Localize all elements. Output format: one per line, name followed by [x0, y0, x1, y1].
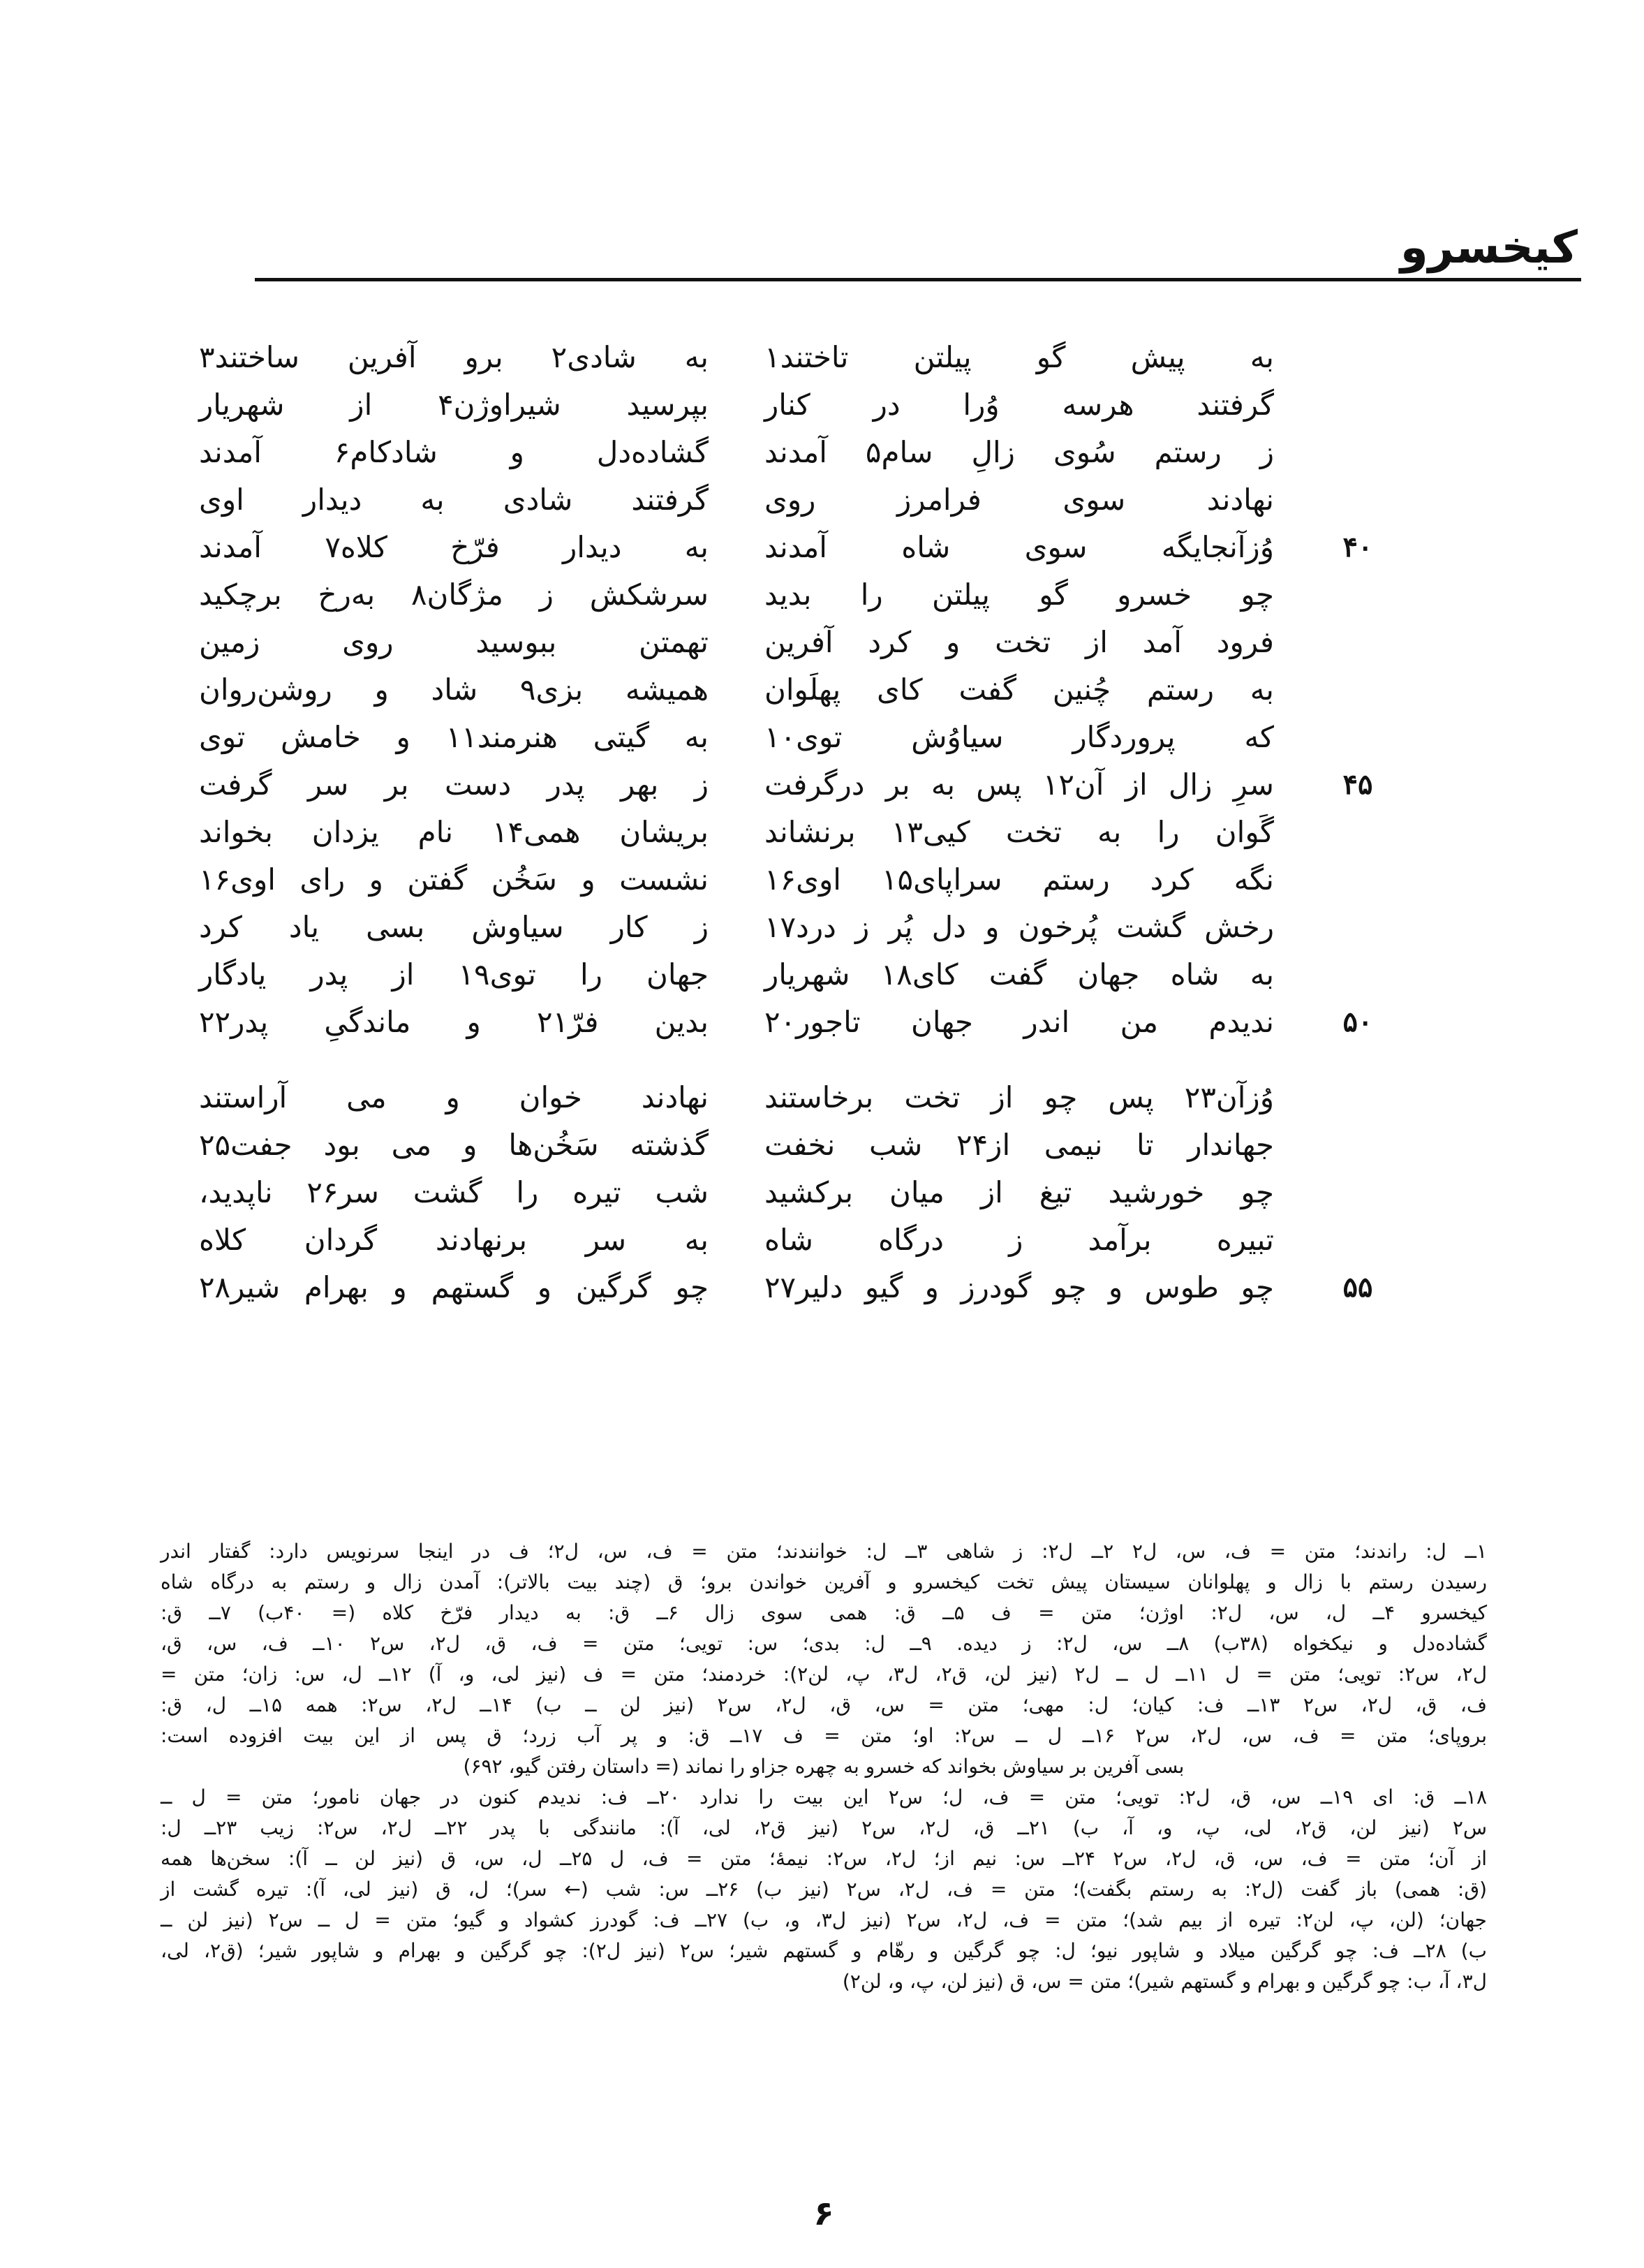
first-hemistich — [764, 1264, 1274, 1311]
hemistich-text: نهادند خوان و می آراستند — [199, 1080, 709, 1114]
hemistich-text: نهادند سوی فرامرز روی — [764, 483, 1274, 517]
first-hemistich — [764, 571, 1274, 619]
footnote-line: ب) ۲۸ــ ف: چو گرگین میلاد و شاپور نیو؛ ل: چو گرگین و رهّام و گستهم شیر؛ س۲ (نیز ل۲): چو گرگین و بهرام و شاپور شیر؛ (ق۲، لی، — [161, 1939, 1488, 1962]
second-hemistich — [199, 1074, 709, 1121]
second-hemistich — [199, 951, 709, 999]
hemistich-text: چو خورشید تیغ از میان برکشید — [764, 1175, 1274, 1209]
hemistich-text: به سر برنهادند گردان کلاه — [199, 1223, 709, 1257]
hemistich-text: به شادی۲ برو آفرین ساختند۳ — [199, 340, 709, 374]
hemistich-text: به شاه جهان گفت کای۱۸ شهریار — [764, 957, 1275, 992]
footnote-line: ل۲، س۲: تویی؛ متن = ل ۱۱ــ ل ــ ل۲ (نیز لن، ق۲، ل۳، پ، لن۲): خردمند؛ متن = ف (نیز لی، و، آ) ۱۲ــ ل، س: زان؛ متن = — [161, 1663, 1488, 1686]
first-hemistich — [764, 524, 1274, 571]
hemistich-text: فرود آمد از تخت و کرد آفرین — [764, 625, 1274, 659]
second-hemistich — [199, 476, 709, 524]
hemistich-text: همیشه بزی۹ شاد و روشن‌روان — [199, 672, 709, 707]
second-hemistich — [199, 1121, 709, 1169]
hemistich-text: جهاندار تا نیمی از۲۴ شب نخفت — [764, 1128, 1275, 1162]
verse-line — [0, 666, 1644, 714]
second-hemistich — [199, 1169, 709, 1216]
hemistich-text: چو خسرو گو پیلتن را بدید — [764, 577, 1274, 612]
verse-line — [0, 809, 1644, 856]
verse-line — [0, 524, 1644, 571]
verse-number: ۵۵ — [1342, 1271, 1373, 1304]
first-hemistich — [764, 761, 1274, 809]
verse-number: ۴۵ — [1342, 768, 1373, 801]
hemistich-text: رخش گشت پُرخون و دل پُر ز درد۱۷ — [764, 910, 1274, 944]
page-number: ۶ — [813, 2194, 834, 2233]
footnote-line: رسیدن رستم با زال و پهلوانان سیستان پیش تخت کیخسرو و آفرین خواندن برو؛ ق (چند بیت بالاتر): آمدن زال و رستم به درگاه شاه — [161, 1570, 1487, 1593]
hemistich-text: وُزآن۲۳ پس چو از تخت برخاستند — [764, 1080, 1274, 1114]
verse-line — [0, 761, 1644, 809]
first-hemistich — [764, 334, 1274, 381]
first-hemistich — [764, 1121, 1274, 1169]
hemistich-text: ز رستم سُوی زالِ سام۵ آمدند — [764, 435, 1274, 469]
footnote-line: ف، ق، ل۲، س۲ ۱۳ــ ف: کیان؛ ل: مهی؛ متن = س، ق، ل۲، س۲ (نیز لن ــ ب) ۱۴ــ ل۲، س۲: همه ۱۵ــ ل، ق: — [161, 1693, 1487, 1716]
first-hemistich — [764, 1216, 1274, 1264]
footnote-line: (ق: همی) باز گفت (ل۲: به رستم بگفت)؛ متن = ف، ل۲، س۲ (نیز ب) ۲۶ــ س: شب (← سر)؛ ل، ق (نیز لی، آ): تیره گشت از — [161, 1878, 1487, 1901]
hemistich-text: بپرسید شیراوژن۴ از شهریار — [199, 388, 709, 422]
first-hemistich — [764, 714, 1274, 761]
first-hemistich — [764, 1169, 1274, 1216]
verse-line — [0, 999, 1644, 1046]
footnote-line: ل۳، آ، ب: چو گرگین و بهرام و گستهم شیر)؛ متن = س، ق (نیز لن، پ، و، لن۲) — [842, 1970, 1487, 1993]
second-hemistich — [199, 666, 709, 714]
verse-line — [0, 1169, 1644, 1216]
second-hemistich — [199, 429, 709, 476]
hemistich-text: گَوان را به تخت کیی۱۳ برنشاند — [764, 815, 1275, 849]
footnote-added-verse: بسی آفرین بر سیاوش بخواند که خسرو به چهره جزاو را نماند (= داستان رفتن گیو، ۶۹۲) — [463, 1755, 1185, 1778]
footnotes — [161, 1536, 1487, 1997]
hemistich-text: سرشکش ز مژگان۸ به‌رخ برچکید — [199, 577, 709, 612]
hemistich-text: وُزآنجایگه سوی شاه آمدند — [764, 530, 1274, 564]
hemistich-text: شب تیره را گشت سر۲۶ ناپدید، — [199, 1175, 709, 1209]
verse-line — [0, 476, 1644, 524]
hemistich-text: بریشان همی۱۴ نام یزدان بخواند — [199, 815, 709, 849]
first-hemistich — [764, 951, 1274, 999]
verse-line — [0, 1074, 1644, 1121]
hemistich-text: تهمتن ببوسید روی زمین — [199, 625, 709, 659]
hemistich-text: به پیش گو پیلتن تاختند۱ — [764, 340, 1274, 374]
footnote-line: ۱ــ ل: راندند؛ متن = ف، س، ل۲ ۲ــ ل۲: ز شاهی ۳ــ ل: خوانندند؛ متن = ف، س، ل۲؛ ف در اینجا سرنویس دارد: گفتار اندر — [161, 1540, 1488, 1563]
hemistich-text: گشاده‌دل و شادکام۶ آمدند — [199, 435, 709, 469]
second-hemistich — [199, 619, 709, 666]
first-hemistich — [764, 381, 1274, 429]
footnote-line: بروپای؛ متن = ف، س، ل۲، س۲ ۱۶ــ ل ــ س۲: او؛ متن = ف ۱۷ــ ق: و پر آب زرد؛ ق پس از این بیت افزوده است: — [161, 1724, 1487, 1747]
footnote-line: ۱۸ــ ق: ای ۱۹ــ س، ق، ل۲: تویی؛ متن = ف، ل؛ س۲ این بیت را ندارد ۲۰ــ ف: ندیدم کنون در جهان نامور؛ متن = ل ــ — [161, 1785, 1487, 1809]
hemistich-text: چو گرگین و گستهم و بهرام شیر۲۸ — [199, 1270, 709, 1304]
second-hemistich — [199, 999, 709, 1046]
verse-number: ۴۰ — [1342, 531, 1373, 564]
second-hemistich — [199, 856, 709, 904]
verse-line — [0, 334, 1644, 381]
footnote-line: از آن؛ متن = ف، س، ق، ل۲، س۲ ۲۴ــ س: نیم از؛ ل۲، س۲: نیمهٔ؛ متن = ف، ل ۲۵ــ ل، س، ق (نیز لن ــ آ): سخن‌ها همه — [161, 1847, 1488, 1870]
verse-line — [0, 381, 1644, 429]
verse-line — [0, 856, 1644, 904]
hemistich-text: به رستم چُنین گفت کای پهلَوان — [764, 672, 1274, 707]
header-rule — [255, 278, 1581, 281]
first-hemistich — [764, 856, 1274, 904]
running-header-title: کیخسرو — [1400, 222, 1578, 274]
second-hemistich — [199, 761, 709, 809]
verse-line — [0, 951, 1644, 999]
verse-line — [0, 429, 1644, 476]
hemistich-text: گذشته سَخُن‌ها و می بود جفت۲۵ — [199, 1128, 709, 1162]
hemistich-text: ندیدم من اندر جهان تاجور۲۰ — [764, 1005, 1274, 1039]
hemistich-text: که پروردگار سیاوُش توی۱۰ — [764, 720, 1274, 754]
first-hemistich — [764, 809, 1274, 856]
first-hemistich — [764, 476, 1274, 524]
hemistich-text: تبیره برآمد ز درگاه شاه — [764, 1223, 1274, 1257]
hemistich-text: بدین فرّ۲۱ و ماندگیِ پدر۲۲ — [199, 1005, 709, 1039]
verse-line — [0, 1121, 1644, 1169]
second-hemistich — [199, 524, 709, 571]
footnote-line: گشاده‌دل و نیکخواه (۳۸ب) ۸ــ س، ل۲: ز دیده. ۹ــ ل: بدی؛ س: تویی؛ متن = ف، ق، ل۲، س۲ ۱۰ــ ف، س، ق، — [161, 1632, 1487, 1655]
second-hemistich — [199, 714, 709, 761]
hemistich-text: به دیدار فرّخ کلاه۷ آمدند — [199, 530, 709, 564]
verse-line — [0, 714, 1644, 761]
hemistich-text: جهان را توی۱۹ از پدر یادگار — [199, 957, 709, 992]
second-hemistich — [199, 1264, 709, 1311]
verse-line — [0, 904, 1644, 951]
first-hemistich — [764, 619, 1274, 666]
hemistich-text: نشست و سَخُن گفتن و رای اوی۱۶ — [199, 862, 709, 897]
hemistich-text: ز بهر پدر دست بر سر گرفت — [199, 767, 709, 802]
hemistich-text: گرفتند هرسه وُرا در کنار — [764, 388, 1274, 422]
hemistich-text: ز کار سیاوش بسی یاد کرد — [199, 910, 709, 944]
verse-line — [0, 571, 1644, 619]
hemistich-text: گرفتند شادی به دیدار اوی — [199, 483, 709, 517]
verse-line — [0, 619, 1644, 666]
hemistich-text: سرِ زال از آن۱۲ پس به بر درگرفت — [764, 767, 1274, 802]
second-hemistich — [199, 381, 709, 429]
first-hemistich — [764, 666, 1274, 714]
verse-line — [0, 1216, 1644, 1264]
footnote-line: کیخسرو ۴ــ ل، س، ل۲: اوژن؛ متن = ف ۵ــ ق: همی سوی زال ۶ــ ق: به دیدار فرّخ کلاه (= ۴۰ب) ۷ــ ق: — [161, 1601, 1488, 1624]
second-hemistich — [199, 571, 709, 619]
first-hemistich — [764, 999, 1274, 1046]
first-hemistich — [764, 1074, 1274, 1121]
hemistich-text: نگه کرد رستم سراپای۱۵ اوی۱۶ — [764, 862, 1274, 897]
first-hemistich — [764, 904, 1274, 951]
first-hemistich — [764, 429, 1274, 476]
hemistich-text: به گیتی هنرمند۱۱ و خامش توی — [199, 720, 709, 754]
second-hemistich — [199, 1216, 709, 1264]
verse-number: ۵۰ — [1342, 1006, 1373, 1038]
footnote-line: س۲ (نیز لن، ق۲، لی، پ، و، آ، ب) ۲۱ــ ق، ل۲، س۲ (نیز ق۲، لی، آ): مانندگی با پدر ۲۲ــ ل۲، س۲: زیب ۲۳ــ ل: — [161, 1816, 1488, 1839]
second-hemistich — [199, 809, 709, 856]
footnote-line: جهان؛ (لن، پ، لن۲: تیره از بیم شد)؛ متن = ف، ل۲، س۲ (نیز ل۳، و، ب) ۲۷ــ ف: گودرز کشواد و گیو؛ متن = ل ــ س۲ (نیز لن ــ — [161, 1908, 1487, 1931]
hemistich-text: چو طوس و چو گودرز و گیو دلیر۲۷ — [764, 1270, 1274, 1304]
second-hemistich — [199, 904, 709, 951]
second-hemistich — [199, 334, 709, 381]
verse-line — [0, 1264, 1644, 1311]
